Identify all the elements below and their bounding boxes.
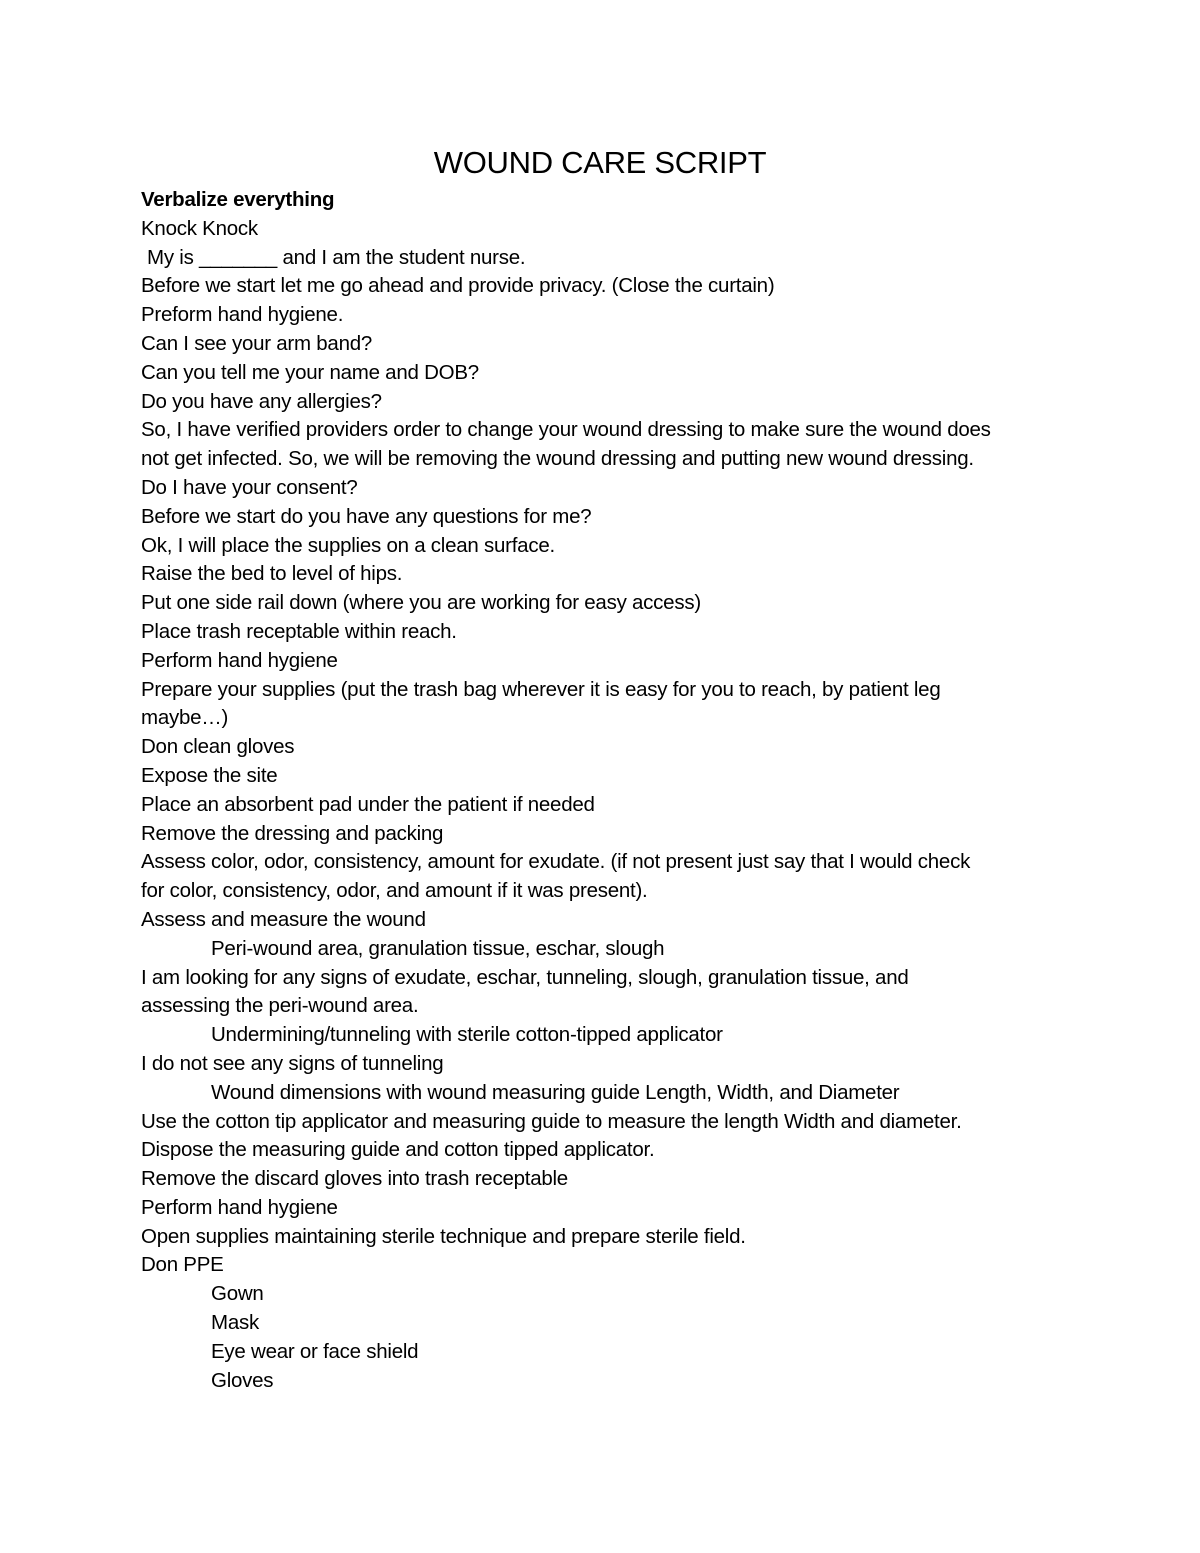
script-lines [141,186,1071,1395]
script-line: Put one side rail down (where you are working for easy access) [141,591,701,615]
script-line: Ok, I will place the supplies on a clean surface. [141,533,555,557]
script-line: Can you tell me your name and DOB? [141,360,479,384]
section-heading: Verbalize everything [141,188,335,211]
script-line: Preform hand hygiene. [141,303,344,327]
script-line: I am looking for any signs of exudate, eschar, tunneling, slough, granulation tissue, and [141,965,909,989]
script-line: Before we start let me go ahead and provide privacy. (Close the curtain) [141,274,775,298]
sub-item-line: Gloves [211,1368,274,1392]
script-line: I do not see any signs of tunneling [141,1051,444,1075]
script-line: Assess color, odor, consistency, amount for exudate. (if not present just say that I would check [141,850,971,874]
sub-item-line: Mask [211,1311,259,1335]
script-line: not get infected. So, we will be removing the wound dressing and putting new wound dressing. [141,447,974,471]
script-line: Before we start do you have any questions for me? [141,504,592,528]
document-title: WOUND CARE SCRIPT [433,145,767,180]
sub-item-line: Gown [211,1282,264,1306]
sub-item-line: Peri-wound area, granulation tissue, eschar, slough [211,936,665,960]
script-line: Place an absorbent pad under the patient if needed [141,792,595,816]
sub-item-line: Eye wear or face shield [211,1339,419,1363]
script-line: for color, consistency, odor, and amount if it was present). [141,879,648,903]
script-line: Raise the bed to level of hips. [141,562,403,586]
script-line: Do you have any allergies? [141,389,382,413]
script-line: Don PPE [141,1253,224,1277]
script-line: My is _______ and I am the student nurse. [147,245,526,269]
script-line: Perform hand hygiene [141,1195,338,1219]
script-line: Knock Knock [141,216,258,240]
script-line: assessing the peri-wound area. [141,994,419,1018]
script-line: Don clean gloves [141,735,295,759]
script-line: Perform hand hygiene [141,648,338,672]
script-line: So, I have verified providers order to change your wound dressing to make sure the wound does [141,418,991,442]
script-line: Dispose the measuring guide and cotton tipped applicator. [141,1138,655,1162]
sub-item-line: Wound dimensions with wound measuring guide Length, Width, and Diameter [211,1080,900,1104]
script-line: Expose the site [141,763,278,787]
script-line: Prepare your supplies (put the trash bag wherever it is easy for you to reach, by patient leg [141,677,941,701]
script-line: Assess and measure the wound [141,907,426,931]
script-line: Open supplies maintaining sterile technique and prepare sterile field. [141,1224,746,1248]
sub-item-line: Undermining/tunneling with sterile cotton-tipped applicator [211,1023,723,1047]
script-line: Place trash receptable within reach. [141,619,457,643]
script-line: Remove the dressing and packing [141,821,444,845]
script-line: Can I see your arm band? [141,331,373,355]
script-line: Use the cotton tip applicator and measuring guide to measure the length Width and diameter. [141,1109,962,1133]
script-line: maybe…) [141,706,229,730]
script-line: Do I have your consent? [141,475,358,499]
script-line: Remove the discard gloves into trash receptable [141,1167,568,1191]
